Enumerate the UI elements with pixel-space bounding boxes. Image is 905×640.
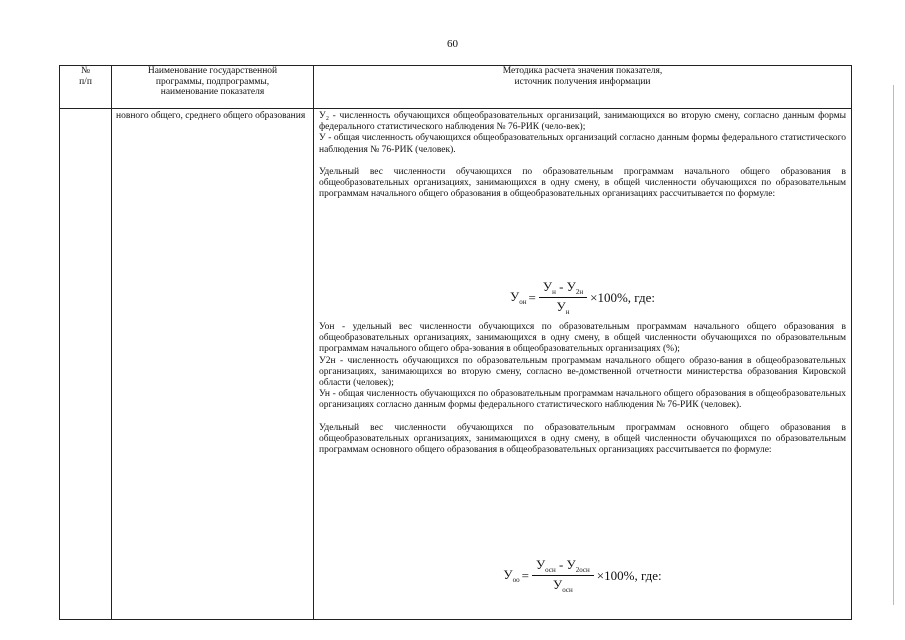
methodology-block-2: [319, 322, 846, 456]
header-number-line: п/п: [79, 76, 92, 87]
table-border-bottom: [59, 619, 852, 620]
scan-edge-line: [893, 85, 894, 605]
methodology-paragraph: Удельный вес численности обучающихся по образовательным программам начального общего образования в общеобразовательных организациях, занимающихся в одну смену, в общей численности обучающихся по образовательным программам начального общего образования в общеобразовательных организациях рассчитывается по формуле:: [319, 166, 846, 200]
methodology-paragraph: У₂ - численность обучающихся общеобразовательных организаций, занимающихся во вторую смену, согласно данным формы федерального статистического наблюдения № 76-РИК (чело-век);: [319, 111, 846, 133]
methodology-paragraph: У2н - численность обучающихся по образовательным программам начального общего образо-вания в общеобразовательных организациях, занимающихся во вторую смену, согласно ве-домственной отчетности министерства образования Кировской области (человек);: [319, 355, 846, 389]
methodology-paragraph: У - общая численность обучающихся общеобразовательных организаций согласно данным формы федерального статистического наблюдения № 76-РИК (человек).: [319, 133, 846, 155]
column-divider-1: [111, 65, 112, 620]
table-border-left: [59, 65, 60, 620]
header-methodology: [314, 66, 851, 87]
page-number: 60: [447, 38, 458, 50]
formula-primary-general: $У_{он}$ = $\frac{У_н - У_{2н}}{У_н}$ ×100%, где:: [510, 279, 655, 316]
header-program-line: наименование показателя: [160, 87, 265, 97]
methodology-paragraph: Уон - удельный вес численности обучающихся по образовательным программам начального общего образования в общеобразовательных организациях, занимающихся в одну смену, в общей численности обучающихся по образовательным программам начального общего обра-зования в общеобразовательных организациях (%);: [319, 322, 846, 355]
formula-basic-general: $У_{оо}$ = $\frac{У_{осн} - У_{2осн}}{У_{осн}}$ ×100%, где:: [503, 557, 662, 594]
indicator-name: новного общего, среднего общего образования: [116, 111, 306, 121]
header-methodology-line: источник получения информации: [514, 76, 651, 87]
header-program-line: Наименование государственной: [147, 66, 278, 76]
methodology-paragraph: Удельный вес численности обучающихся по образовательным программам основного общего образования в общеобразовательных организациях, занимающихся в одну смену, в общей численности обучающихся по образовательным программам основного общего образования в общеобразовательных организациях рассчитывается по формуле:: [319, 422, 846, 456]
header-number-line: №: [80, 66, 91, 76]
column-divider-2: [313, 65, 314, 620]
methodology-block-1: [319, 111, 846, 200]
header-methodology-line: Методика расчета значения показателя,: [502, 66, 663, 76]
table-border-right: [851, 65, 852, 620]
header-divider: [59, 108, 852, 109]
header-program-line: программы, подпрограммы,: [155, 76, 270, 87]
header-program-name: [112, 66, 313, 98]
methodology-paragraph: Ун - общая численность обучающихся по образовательным программам начального общего образования в общеобразовательных организациях согласно данным формы федерального статистического наблюдения № 76-РИК (человек).: [319, 389, 846, 411]
methodology-table: [59, 65, 852, 620]
header-number: [60, 66, 111, 87]
